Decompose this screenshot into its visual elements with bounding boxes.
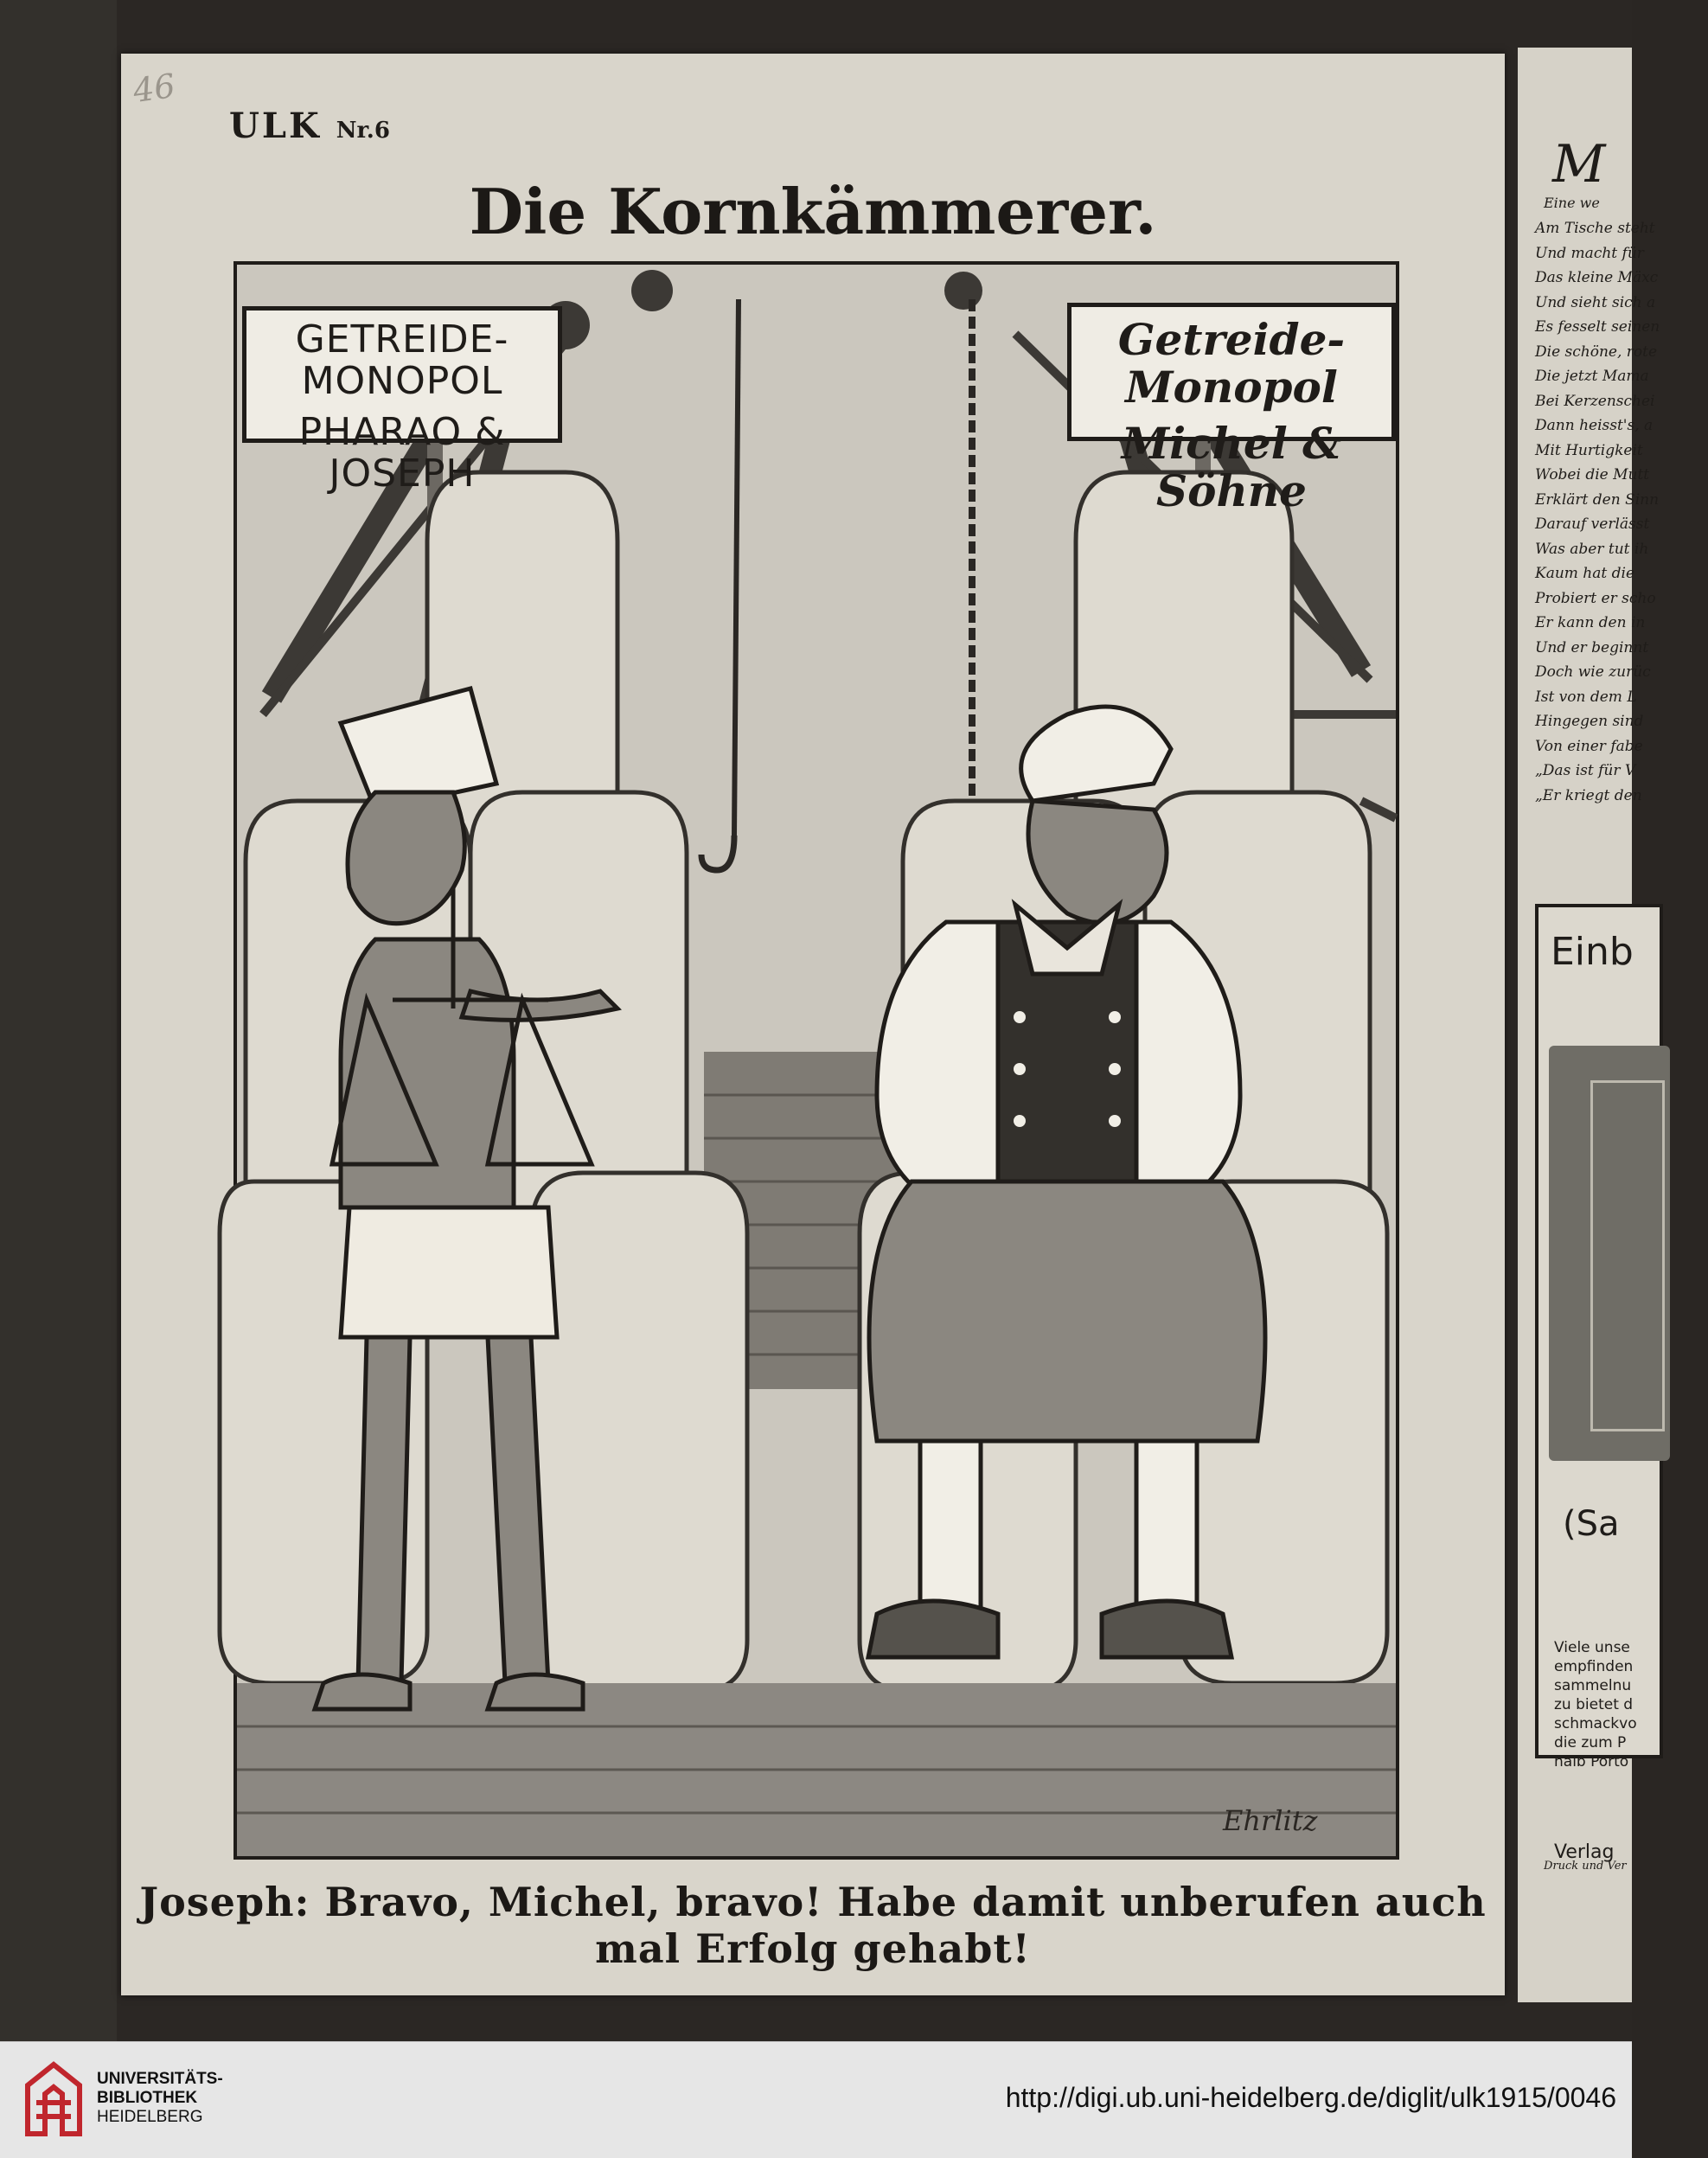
ad-book-image xyxy=(1549,1046,1670,1461)
poem-line: Die jetzt Mama xyxy=(1535,368,1649,385)
sign-left-line1: GETREIDE-MONOPOL xyxy=(295,317,509,404)
poem-line: Er kann den in xyxy=(1535,614,1646,631)
adjacent-footer: Druck und Ver xyxy=(1544,1860,1627,1873)
library-name-line2: BIBLIOTHEK xyxy=(97,2089,198,2107)
cartoon-caption: Joseph: Bravo, Michel, bravo! Habe damit unberufen auch mal Erfolg gehabt! xyxy=(139,1879,1487,1972)
poem-line: Darauf verlässt xyxy=(1535,515,1650,533)
permalink-url[interactable]: http://digi.ub.uni-heidelberg.de/diglit/ulk1915/0046 xyxy=(1005,2082,1616,2113)
poem-line: Es fesselt seinen xyxy=(1535,318,1660,336)
ad-title: Einb xyxy=(1551,930,1634,974)
book-spine-strip xyxy=(0,0,117,2041)
pencil-page-number: 46 xyxy=(131,66,178,111)
poem-line: Hingegen sind xyxy=(1535,713,1644,730)
poem-line: Und er beginnt xyxy=(1535,638,1649,656)
magazine-page xyxy=(121,54,1505,1995)
sign-right-line2: Michel & Söhne xyxy=(1121,418,1342,516)
magazine-title: ULK xyxy=(229,106,322,146)
library-name[interactable] xyxy=(97,2070,223,2127)
library-name-line1: UNIVERSITÄTS- xyxy=(97,2070,223,2088)
university-library-logo-icon[interactable] xyxy=(19,2059,88,2139)
poem-line: „Er kriegt den xyxy=(1535,786,1642,804)
poem-line: Was aber tut ih xyxy=(1535,540,1649,558)
poem-line: Bei Kerzenschei xyxy=(1535,392,1655,410)
ad-paren-text: (Sa xyxy=(1563,1504,1620,1544)
ad-line: sammelnu xyxy=(1554,1677,1632,1694)
sign-getreide-monopol-michel xyxy=(1067,303,1396,516)
ad-line: Viele unse xyxy=(1554,1639,1630,1656)
sign-getreide-monopol-pharao xyxy=(242,306,562,496)
ad-line: schmackvo xyxy=(1554,1715,1637,1732)
poem-line: Erklärt den Sinn xyxy=(1535,490,1660,509)
poem-line: Und macht für xyxy=(1535,244,1644,262)
sign-left-line2: PHARAO & JOSEPH xyxy=(298,409,506,496)
ad-line: empfinden xyxy=(1554,1658,1634,1675)
adjacent-advertisement xyxy=(1535,904,1663,1863)
ad-line: zu bietet d xyxy=(1554,1696,1634,1713)
poem-line: Und sieht sich a xyxy=(1535,293,1656,311)
adjacent-subheading: Eine we xyxy=(1544,195,1600,211)
ad-line: die zum P xyxy=(1554,1734,1627,1751)
cartoon-title: Die Kornkämmerer. xyxy=(469,175,1157,248)
poem-line: Mit Hurtigkeit xyxy=(1535,441,1643,459)
artist-signature: Ehrlitz xyxy=(1223,1804,1318,1837)
cartoon-illustration xyxy=(233,261,1399,1860)
ad-line: halb Porto xyxy=(1554,1753,1629,1771)
poem-line: Probiert er scho xyxy=(1535,589,1656,607)
poem-line: Dann heisst's, a xyxy=(1535,417,1654,434)
adjacent-poem xyxy=(1535,216,1708,808)
poem-line: Das kleine Mäxc xyxy=(1535,269,1659,286)
poem-line: Wobei die Mutt xyxy=(1535,466,1650,483)
magazine-header xyxy=(229,106,390,146)
poem-line: Von einer fabe xyxy=(1535,737,1643,755)
poem-line: „Das ist für V xyxy=(1535,762,1636,779)
poem-line: Kaum hat die xyxy=(1535,565,1635,582)
poem-line: Ist von dem L xyxy=(1535,688,1637,706)
library-name-line3: HEIDELBERG xyxy=(97,2108,203,2126)
poem-line: Doch wie zurüc xyxy=(1535,663,1651,681)
viewer-footer-bar xyxy=(0,2041,1632,2158)
sign-right-line1: Getreide-Monopol xyxy=(1117,314,1346,413)
ad-verlag: Verlag xyxy=(1554,1841,1615,1863)
issue-number: Nr.6 xyxy=(336,118,390,144)
adjacent-heading: M xyxy=(1552,134,1606,195)
poem-line: Am Tische steht xyxy=(1535,220,1655,237)
adjacent-page xyxy=(1518,48,1660,2002)
poem-line: Die schöne, rote xyxy=(1535,343,1658,361)
ad-body-text xyxy=(1554,1638,1658,1771)
